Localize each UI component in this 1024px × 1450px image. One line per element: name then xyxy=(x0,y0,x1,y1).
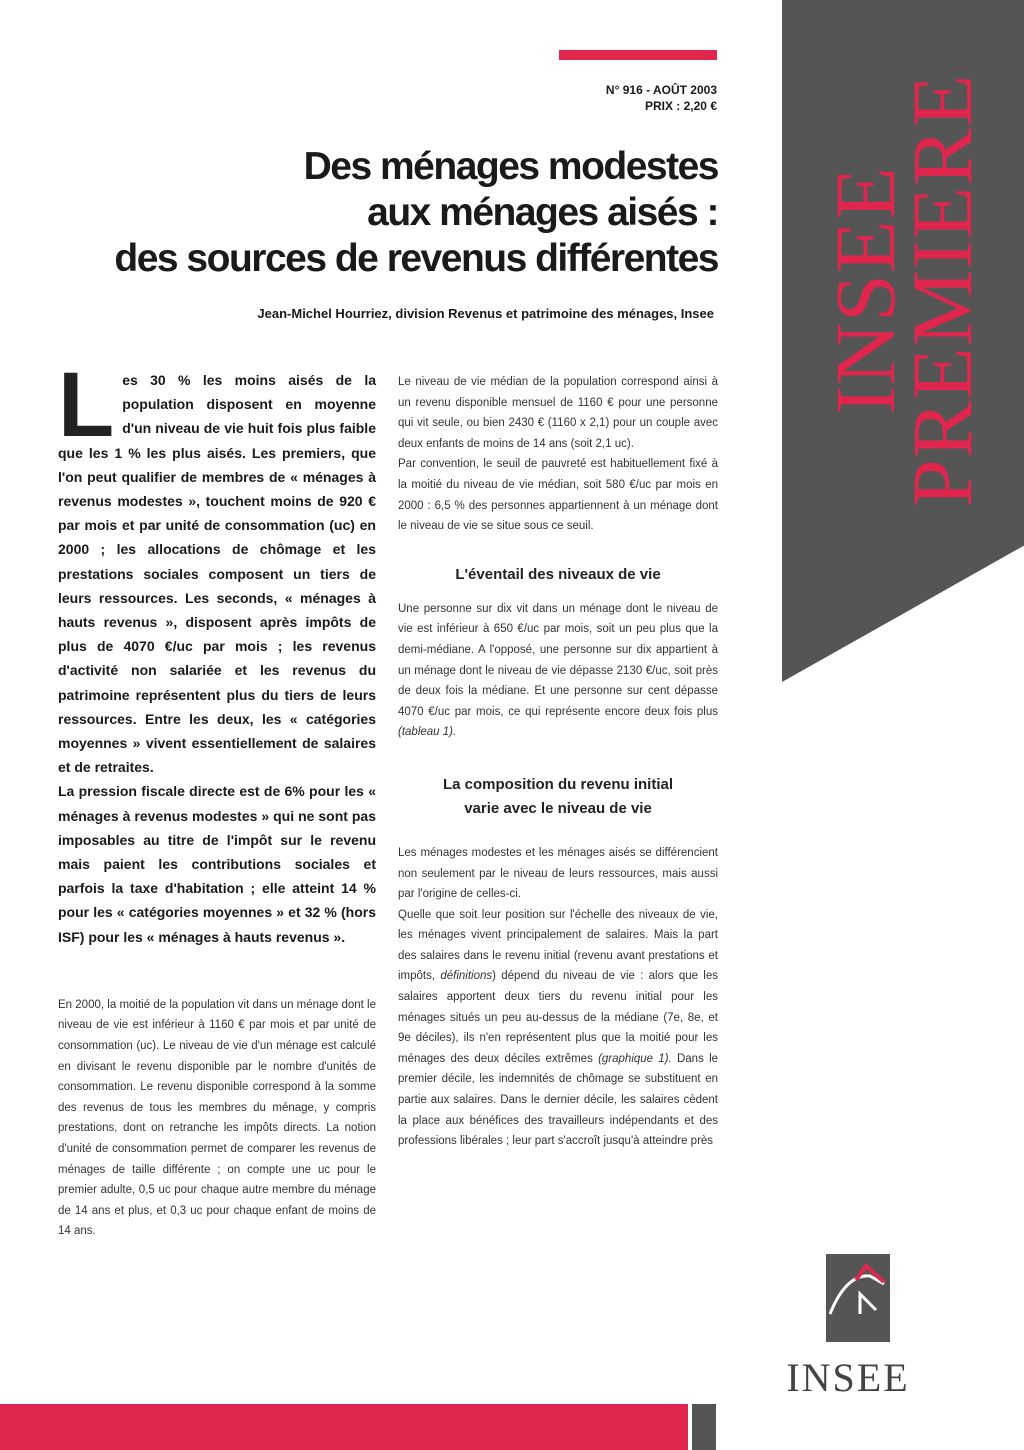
lead-paragraph-2: La pression fiscale directe est de 6% pour les « ménages à revenus modestes » qui ne sont pas imposables au titre de l'impôt sur le revenu mais paient les contributions sociales et parfois la taxe d'habitation ; elle atteint 14 % pour les « catégories moyennes » et 32 % (hors ISF) pour les « ménages à hauts revenus ». xyxy=(58,783,376,945)
page-title xyxy=(58,144,718,282)
logo-wordmark: INSEE xyxy=(786,1355,910,1400)
issue-number: N° 916 - AOÛT 2003 xyxy=(605,83,717,97)
section-heading-composition xyxy=(398,773,718,821)
issue-info xyxy=(606,82,717,114)
insee-logo xyxy=(778,1254,918,1414)
logo-curve-icon xyxy=(826,1254,890,1342)
dropcap-letter: L xyxy=(58,354,115,456)
left-body-paragraph: En 2000, la moitié de la population vit dans un ménage dont le niveau de vie est inférieur à 1160 € par mois et par unité de consommation (uc). Le niveau de vie d'un ménage est calculé en divisant le revenu disponible par le nombre d'unités de consommation. Le revenu disponible correspond à la somme des revenus de tous les membres du ménage, y compris prestations, dont on retranche les impôts directs. La notion d'unité de consommation permet de comparer les revenus de ménages de taille différente ; on compte une uc pour le premier adulte, 0,5 uc pour chaque autre membre du ménage de 14 ans et plus, et 0,3 uc pour chaque enfant de moins de 14 ans. xyxy=(58,998,376,1238)
right-column xyxy=(398,372,718,1152)
issue-price: PRIX : 2,20 € xyxy=(644,99,717,113)
title-line-3: des sources de revenus différentes xyxy=(114,237,718,280)
graph-ref: (graphique 1). xyxy=(598,1052,672,1065)
right-paragraph-2: Par convention, le seuil de pauvreté est habituellement fixé à la moitié du niveau de vie médian, soit 580 €/uc par mois en 2000 : 6,5 % des personnes appartiennent à un ménage dont le niveau de vie se situe sous ce seuil. xyxy=(398,458,718,533)
p3-text: Une personne sur dix vit dans un ménage dont le niveau de vie est inférieur à 650 €/uc par mois, soit un peu plus que la demi-médiane. A l'opposé, une personne sur dix appartient à un ménage dont le niveau de vie dépasse 2130 €/uc, soit près de deux fois la médiane. Et une personne sur cent dépasse 4070 €/uc par mois, ce qui représente encore deux fois plus xyxy=(398,602,718,718)
author-line: Jean-Michel Hourriez, division Revenus et patrimoine des ménages, Insee xyxy=(257,306,714,321)
left-column xyxy=(58,354,376,1242)
right-paragraph-5 xyxy=(398,905,718,1152)
title-line-1: Des ménages modestes xyxy=(303,145,718,188)
p5-text-b: ) dépend du niveau de vie : alors que les salaires apportent deux tiers du revenu initial pour les ménages situés un peu au-dessus de la médiane (7e, 8e, et 9e déciles), ils n'en représentent plus que la moitié pour les ménages des deux déciles extrêmes xyxy=(398,970,718,1065)
footer-gray-block xyxy=(692,1404,716,1450)
header-accent-bar xyxy=(559,50,717,60)
lead-paragraph-1 xyxy=(58,354,376,779)
title-line-2: aux ménages aisés : xyxy=(367,191,718,234)
banner-title xyxy=(800,40,1010,540)
p5-text-a: Quelle que soit leur position sur l'échelle des niveaux de vie, les ménages vivent principalement de salaires. Mais la part des salaires dans le revenu initial (revenu avant prestations et impôts, xyxy=(398,908,718,983)
banner-line-premiere: PREMIERE xyxy=(895,73,992,507)
table-ref-link: (tableau 1). xyxy=(398,726,457,739)
definitions-ref: définitions xyxy=(440,970,493,983)
banner-line-insee: INSEE xyxy=(817,165,914,415)
right-paragraph-3 xyxy=(398,599,718,743)
logo-mark xyxy=(826,1254,890,1342)
section-heading-eventail: L'éventail des niveaux de vie xyxy=(455,565,661,583)
right-paragraph-1: Le niveau de vie médian de la population correspond ainsi à un revenu disponible mensuel de 1160 € pour une personne qui vit seule, ou bien 2430 € (1160 x 2,1) pour un couple avec deux enfants de moins de 14 ans (soit 2,1 uc). xyxy=(398,376,718,450)
heading-composition-line-2: varie avec le niveau de vie xyxy=(464,799,652,817)
right-paragraph-4: Les ménages modestes et les ménages aisés se différencient non seulement par le niveau de leurs ressources, mais aussi par l'origine de celles-ci. xyxy=(398,846,718,901)
lead-text-1: es 30 % les moins aisés de la population disposent en moyenne d'un niveau de vie huit fois plus faible que les 1 % les plus aisés. Les premiers, que l'on peut qualifier de membres de « ménages à revenus modestes », touchent moins de 920 € par mois et par unité de consommation (uc) en 2000 ; les allocations de chômage et les prestations sociales composent un tiers de leurs ressources. Les seconds, « ménages à hauts revenus », disposent après impôts de plus de 4070 €/uc par mois ; les revenus d'activité non salariée et les revenus du patrimoine représentent plus du tiers de leurs ressources. Entre les deux, les « catégories moyennes » vivent essentiellement de salaires et de retraites. xyxy=(58,372,376,776)
heading-composition-line-1: La composition du revenu initial xyxy=(442,775,674,793)
footer-accent-bar xyxy=(0,1404,688,1450)
p5-text-c: Dans le premier décile, les indemnités de chômage se substituent en partie aux salaires. Dans le dernier décile, les salaires cèdent la place aux bénéfices des travailleurs indépendants et des professions libérales ; leur part s'accroît jusqu'à atteindre près xyxy=(398,1052,719,1148)
